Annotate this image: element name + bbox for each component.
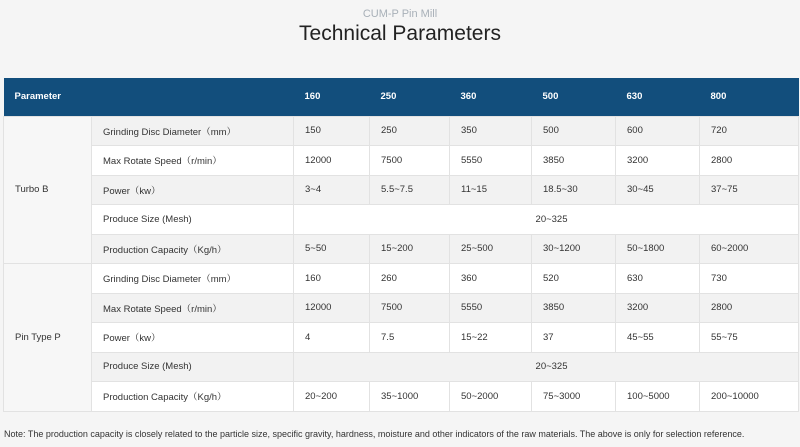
value-cell: 720 [700,116,799,146]
value-cell: 260 [370,264,450,294]
parameter-name-cell: Power（kw） [92,323,294,353]
table-row [4,205,799,235]
value-cell: 37~75 [700,175,799,205]
value-cell: 35~1000 [370,382,450,412]
value-cell: 150 [294,116,370,146]
value-cell: 18.5~30 [532,175,616,205]
value-cell: 3850 [532,146,616,176]
value-cell: 55~75 [700,323,799,353]
value-cell: 600 [616,116,700,146]
footnote: Note: The production capacity is closely related to the particle size, specific gravity, hardness, moisture and other indicators of the raw materials. The above is only for selection reference. [4,429,745,439]
value-cell: 11~15 [450,175,532,205]
value-cell: 630 [616,264,700,294]
header-cell-model: 250 [370,78,450,116]
value-cell: 12000 [294,293,370,323]
value-cell: 15~200 [370,234,450,264]
header-cell-model: 630 [616,78,700,116]
value-cell: 50~1800 [616,234,700,264]
table-header-row [4,78,799,116]
value-cell: 250 [370,116,450,146]
table-body [4,116,799,411]
value-cell: 3~4 [294,175,370,205]
table-row [4,382,799,412]
header-cell-parameter: Parameter [4,78,294,116]
value-cell: 200~10000 [700,382,799,412]
value-cell-merged: 20~325 [294,352,799,382]
value-cell: 350 [450,116,532,146]
value-cell: 5.5~7.5 [370,175,450,205]
value-cell: 360 [450,264,532,294]
value-cell: 4 [294,323,370,353]
value-cell-merged: 20~325 [294,205,799,235]
value-cell: 25~500 [450,234,532,264]
parameter-name-cell: Produce Size (Mesh) [92,205,294,235]
value-cell: 3200 [616,293,700,323]
header-cell-model: 800 [700,78,799,116]
table-row [4,116,799,146]
parameter-name-cell: Grinding Disc Diameter（mm） [92,116,294,146]
value-cell: 15~22 [450,323,532,353]
table-row [4,146,799,176]
table-row [4,264,799,294]
value-cell: 50~2000 [450,382,532,412]
value-cell: 37 [532,323,616,353]
value-cell: 30~1200 [532,234,616,264]
value-cell: 7500 [370,146,450,176]
value-cell: 20~200 [294,382,370,412]
header-cell-model: 360 [450,78,532,116]
value-cell: 730 [700,264,799,294]
parameter-name-cell: Max Rotate Speed（r/min） [92,146,294,176]
value-cell: 3200 [616,146,700,176]
value-cell: 30~45 [616,175,700,205]
header-cell-model: 500 [532,78,616,116]
page-title: Technical Parameters [299,22,501,45]
group-label-cell: Turbo B [4,116,92,264]
value-cell: 5~50 [294,234,370,264]
value-cell: 500 [532,116,616,146]
table-row [4,234,799,264]
parameter-name-cell: Power（kw） [92,175,294,205]
value-cell: 2800 [700,146,799,176]
value-cell: 60~2000 [700,234,799,264]
parameter-name-cell: Production Capacity（Kg/h） [92,234,294,264]
parameter-name-cell: Grinding Disc Diameter（mm） [92,264,294,294]
table-row [4,323,799,353]
value-cell: 100~5000 [616,382,700,412]
value-cell: 2800 [700,293,799,323]
table-row [4,175,799,205]
table-row [4,352,799,382]
product-subtitle: CUM-P Pin Mill [362,8,438,20]
group-label-cell: Pin Type P [4,264,92,412]
parameter-name-cell: Production Capacity（Kg/h） [92,382,294,412]
parameters-table [3,78,799,412]
value-cell: 45~55 [616,323,700,353]
value-cell: 160 [294,264,370,294]
value-cell: 520 [532,264,616,294]
value-cell: 3850 [532,293,616,323]
value-cell: 7500 [370,293,450,323]
parameter-name-cell: Produce Size (Mesh) [92,352,294,382]
value-cell: 5550 [450,293,532,323]
value-cell: 7.5 [370,323,450,353]
parameter-name-cell: Max Rotate Speed（r/min） [92,293,294,323]
header-cell-model: 160 [294,78,370,116]
table-row [4,293,799,323]
value-cell: 12000 [294,146,370,176]
value-cell: 5550 [450,146,532,176]
value-cell: 75~3000 [532,382,616,412]
